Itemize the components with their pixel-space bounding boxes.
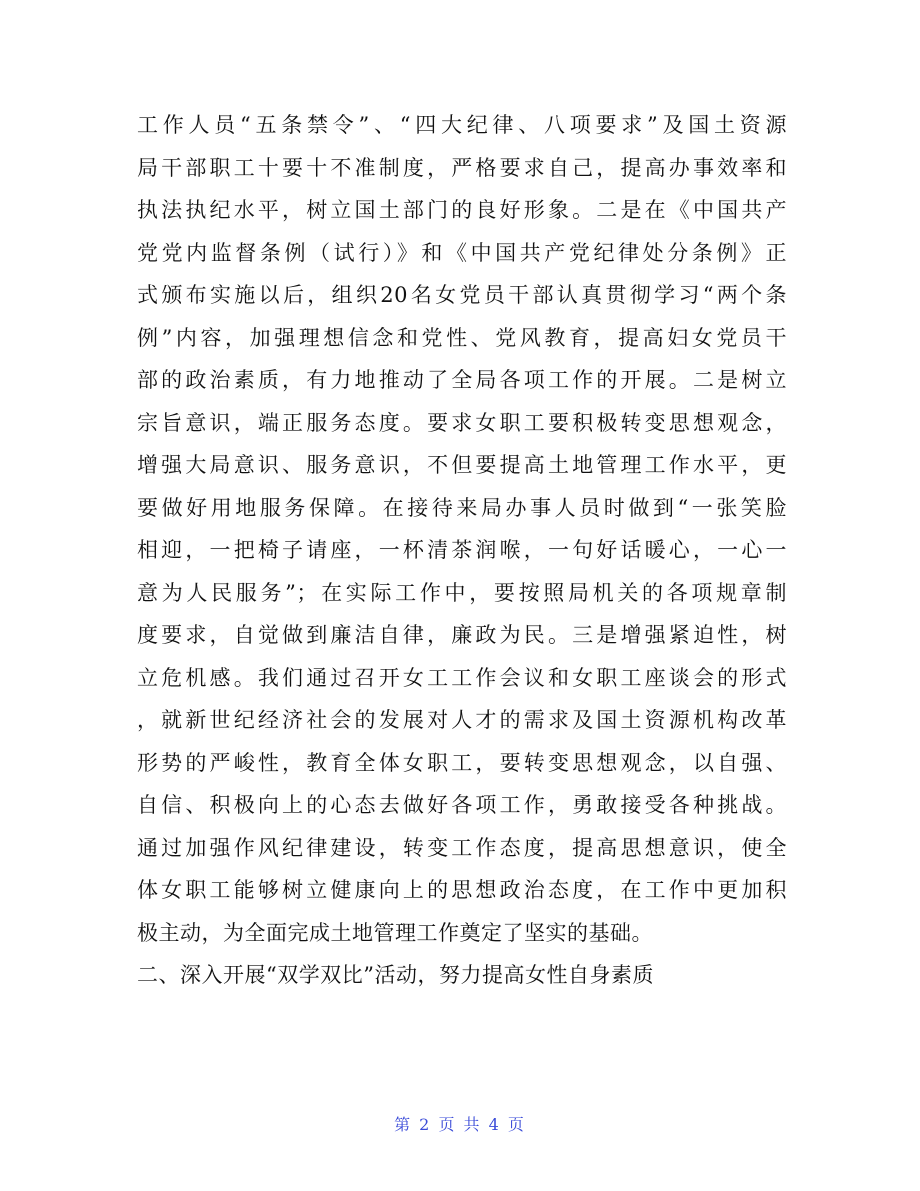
text-line: 例”内容，加强理想信念和党性、党风教育，提高妇女党员干 — [137, 325, 787, 350]
text-line: 相迎，一把椅子请座，一杯清茶润喉，一句好话暖心，一心一 — [137, 538, 787, 562]
text-line: 工作人员“五条禁令”、“四大纪律、八项要求”及国土资源 — [137, 113, 787, 137]
page-number-footer: 第 2 页 共 4 页 — [394, 1115, 526, 1134]
text-line: 立危机感。我们通过召开女工工作会议和女职工座谈会的形式 — [137, 665, 787, 690]
body-text — [137, 104, 787, 997]
text-line: 形势的严峻性，教育全体女职工，要转变思想观念，以自强、 — [137, 750, 787, 775]
text-line: 部的政治素质，有力地推动了全局各项工作的开展。二是树立 — [137, 368, 787, 392]
text-line: 式颁布实施以后，组织20名女党员干部认真贯彻学习“两个条 — [137, 283, 787, 307]
text-line: 极主动，为全面完成土地管理工作奠定了坚实的基础。 — [137, 920, 653, 945]
text-line: 度要求，自觉做到廉洁自律，廉政为民。三是增强紧迫性，树 — [137, 623, 787, 647]
text-line: ，就新世纪经济社会的发展对人才的需求及国土资源机构改革 — [137, 708, 787, 732]
text-line: 要做好用地服务保障。在接待来局办事人员时做到“一张笑脸 — [137, 495, 787, 520]
section-heading: 二、深入开展“双学双比”活动，努力提高女性自身素质 — [137, 963, 654, 987]
text-line: 宗旨意识，端正服务态度。要求女职工要积极转变思想观念， — [137, 410, 787, 435]
text-line: 局干部职工十要十不准制度，严格要求自己，提高办事效率和 — [137, 155, 787, 180]
text-line: 增强大局意识、服务意识，不但要提高土地管理工作水平，更 — [137, 453, 787, 477]
text-line: 通过加强作风纪律建设，转变工作态度，提高思想意识，使全 — [137, 835, 787, 860]
text-line: 自信、积极向上的心态去做好各项工作，勇敢接受各种挑战。 — [137, 793, 787, 817]
text-line: 体女职工能够树立健康向上的思想政治态度，在工作中更加积 — [137, 878, 787, 902]
text-line: 执法执纪水平，树立国土部门的良好形象。二是在《中国共产 — [137, 198, 787, 222]
text-line: 意为人民服务”；在实际工作中，要按照局机关的各项规章制 — [137, 580, 787, 605]
text-line: 党党内监督条例（试行）》和《中国共产党纪律处分条例》正 — [137, 240, 787, 265]
